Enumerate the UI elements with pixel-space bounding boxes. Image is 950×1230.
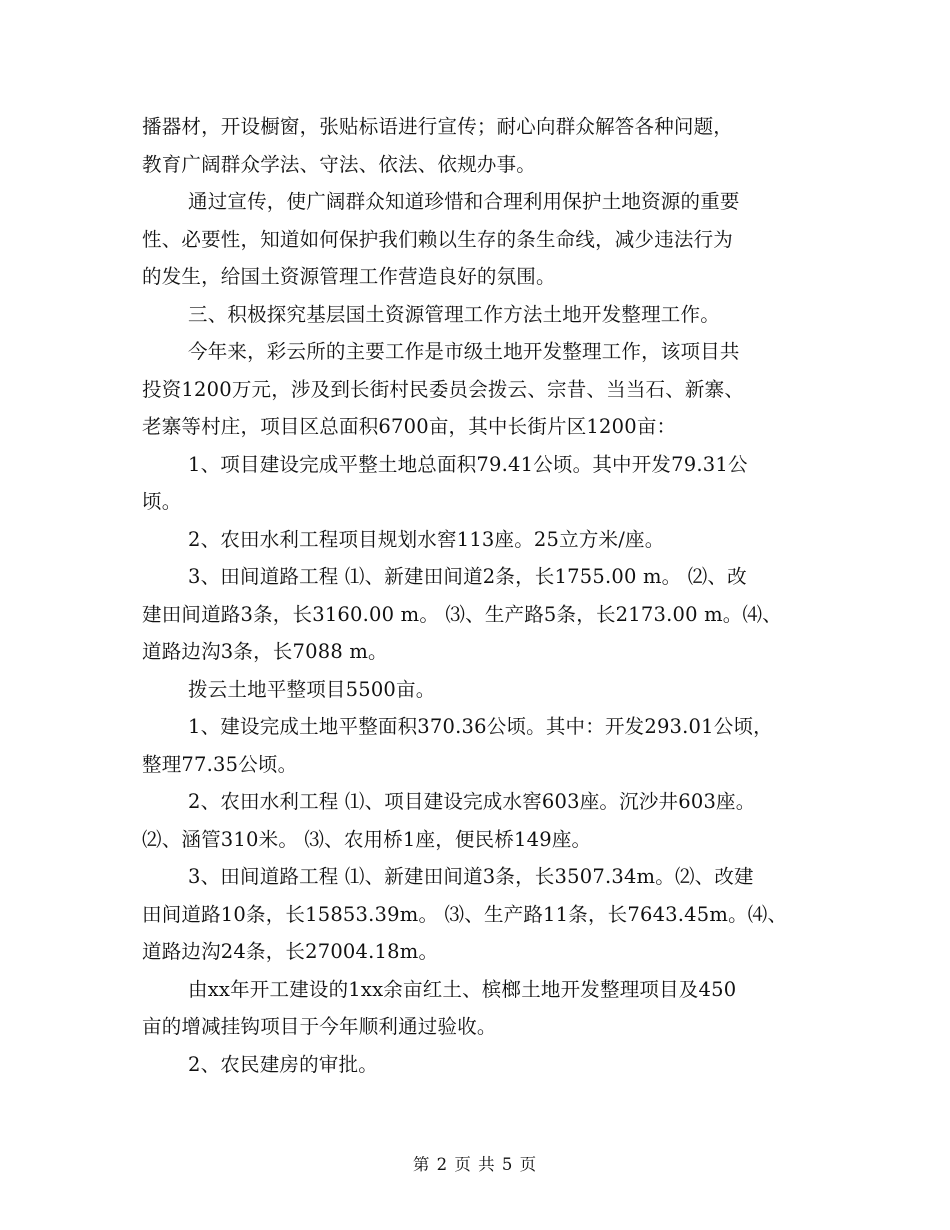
text-line: 1、项目建设完成平整土地总面积79.41公顷。其中开发79.31公: [188, 452, 748, 476]
text-line: 1、建设完成土地平整面积370.36公顷。其中：开发293.01公顷，: [188, 715, 773, 738]
text-line: 播器材，开设橱窗，张贴标语进行宣传；耐心向群众解答各种问题，: [142, 115, 734, 138]
text-line: 由xx年开工建设的1xx余亩红土、槟榔土地开发整理项目及450: [188, 977, 737, 1001]
document-body: [142, 108, 814, 1083]
text-line: 亩的增减挂钩项目于今年顺利通过验收。: [142, 1015, 497, 1038]
text-line: 今年来，彩云所的主要工作是市级土地开发整理工作，该项目共: [188, 340, 740, 363]
text-line: 老寨等村庄，项目区总面积6700亩，其中长街片区1200亩：: [142, 415, 677, 438]
text-line: 3、田间道路工程 ⑴、新建田间道3条，长3507.34m。⑵、改建: [188, 865, 754, 888]
text-line: 投资1200万元，涉及到长街村民委员会拨云、宗昔、当当石、新寨、: [142, 377, 745, 401]
text-line: 整理77.35公顷。: [142, 752, 298, 776]
text-line: 道路边沟24条，长27004.18m。: [142, 940, 439, 963]
text-line: 2、农田水利工程项目规划水窖113座。25立方米/座。: [188, 527, 665, 551]
text-line: 教育广阔群众学法、守法、依法、依规办事。: [142, 152, 537, 176]
text-line: 田间道路10条，长15853.39m。 ⑶、生产路11条，长7643.45m。⑷、: [142, 902, 788, 926]
text-line: 通过宣传，使广阔群众知道珍惜和合理利用保护土地资源的重要: [188, 190, 740, 213]
text-line: 2、农田水利工程 ⑴、项目建设完成水窖603座。沉沙井603座。: [188, 790, 756, 813]
text-line: 建田间道路3条，长3160.00 m。 ⑶、生产路5条，长2173.00 m。⑷、: [142, 602, 782, 626]
text-line: 2、农民建房的审批。: [188, 1052, 378, 1076]
text-line: ⑵、涵管310米。 ⑶、农用桥1座，便民桥149座。: [142, 827, 592, 851]
section-heading: 三、积极探究基层国土资源管理工作方法土地开发整理工作。: [188, 302, 720, 326]
text-line: 3、田间道路工程 ⑴、新建田间道2条，长1755.00 m。 ⑵、改: [188, 565, 747, 588]
text-line: 性、必要性，知道如何保护我们赖以生存的条生命线，减少违法行为: [142, 227, 734, 251]
text-line: 顷。: [142, 490, 182, 513]
text-line: 道路边沟3条，长7088 m。: [142, 640, 388, 663]
page-number-footer: 第 2 页 共 5 页: [412, 1155, 538, 1174]
text-line: 的发生，给国土资源管理工作营造良好的氛围。: [142, 265, 556, 288]
text-line: 拨云土地平整项目5500亩。: [188, 677, 436, 701]
